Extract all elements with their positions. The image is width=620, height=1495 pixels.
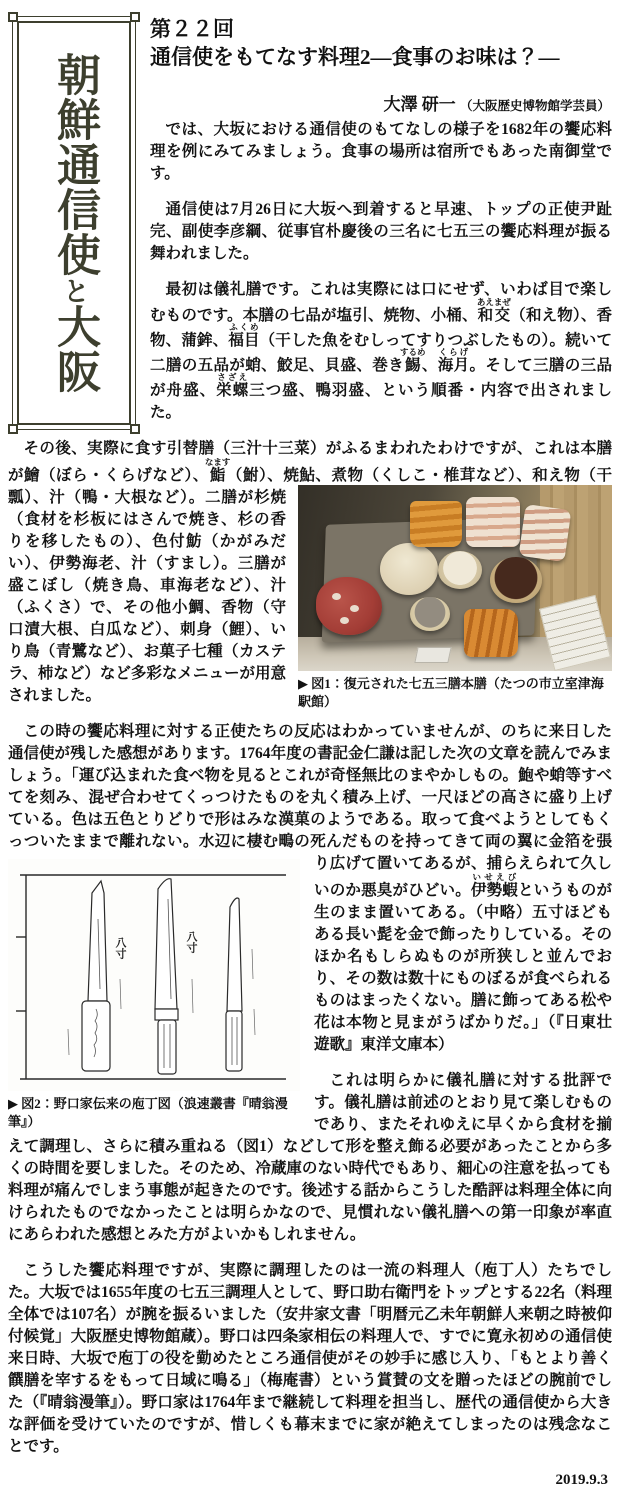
ruby-reading: あえまぜ [476, 297, 511, 308]
stacked-slices-dish [410, 501, 462, 547]
banner-corner-ornament [8, 424, 18, 434]
ruby-reading: くらげ [437, 347, 470, 358]
ruby-sazae [216, 372, 250, 400]
figure-1-photo [298, 485, 612, 671]
banner-title-sub: 大阪 [50, 304, 99, 394]
ruby-base: 栄螺 [216, 382, 250, 400]
ruby-reading: するめ [399, 347, 426, 358]
banner-vertical-title [50, 52, 99, 394]
caption-text: 図1：復元された七五三膳本膳（たつの市立室津海駅館） [298, 676, 604, 709]
banner-title-connector: と [59, 277, 89, 304]
caption-marker-icon: ▶ [8, 1096, 18, 1112]
ruby-iseebi [470, 871, 518, 899]
banner-corner-ornament [8, 12, 18, 22]
octopus-dish [316, 577, 382, 635]
banner-corner-ornament [130, 424, 140, 434]
ruby-base: 海月 [437, 357, 470, 375]
knife-drawing [8, 859, 300, 1091]
ruby-namasu [204, 457, 231, 485]
ruby-base: 鯣 [399, 357, 426, 375]
knife-length-label: 八寸 [185, 931, 197, 954]
author-name: 大澤 研一 [383, 94, 456, 114]
text-run: 置いてあるが、捕らえられて久しいのか悪臭がひどい。 [314, 855, 612, 899]
ruby-fukume [228, 322, 260, 350]
text-run: というものが生のまま置いてある。（中略）五寸ほどもある長い髭を金で飾ったりしている。そのほか名もしらぬものが所狭しと並んでおり、その数は数十にものぼるが食べられるものはまったくない。膳に飾ってある松や花は本物と見まがうばかりだ。」（『日東壮遊歌』東洋文庫本） [314, 881, 612, 1053]
paragraph-arrival: 通信使は7月26日に大坂へ到着すると早速、トップの正使尹趾完、副使李彦綱、従事官朴慶後の三名に七五三の饗応料理が振る舞われました。 [150, 200, 612, 262]
rice-mound-dish [380, 543, 438, 595]
banner-frame [17, 21, 131, 425]
text-run: 、 [421, 357, 438, 375]
paragraph-quote [8, 721, 612, 1129]
text-run: 。そして三膳の三品が舟盛、 [150, 357, 612, 400]
figure-1-caption [298, 675, 612, 710]
ruby-base: 伊勢蝦 [470, 881, 518, 899]
ruby-base: 和交 [476, 307, 511, 325]
orange-sticks-dish [464, 609, 518, 657]
ruby-surume [399, 347, 426, 375]
ruby-base: 鮨 [204, 467, 231, 485]
text-run: 最初は儀礼膳です。これは実際には口にせず、いわば目で楽しむものです。本膳の七品が塩引、焼物、小桶、 [150, 280, 612, 325]
text-run: この時の饗応料理に対する正使たちの反応はわかっていませんが、のちに来日した通信使が残した感想があります。1764年度の書記金仁謙は記した次の文章を読んでみましょう。「運び込まれた食べ物を見るとこれが奇怪無比のまやかしもの。鮑や蛸等すべてを刻み、混ぜ合わせてくっつけたものを丸く積み上げ、一尺ほどの高さに盛り上げている。色は五色とりどりで形はみな漢菓のようである。取って食べようとしてもくっついたままで離れない。水辺に棲む鴫の死んだものを持ってきて両の翼に金箔を張り広げて [8, 723, 612, 873]
ruby-reading: なます [204, 457, 231, 468]
text-run: その後、実際に食す引替膳（三汁十三菜）がふるまわれたわけですが、これは本膳が鱠（ぼら・くらげなど）、 [8, 440, 612, 485]
stacked-striped-slices-dish [519, 504, 572, 562]
paragraph-cooks: こうした饗応料理ですが、実際に調理したのは一流の料理人（庖丁人）たちでした。大坂では1655年度の七五三調理人として、野口助右衛門をトップとする22名（料理全体では107名）が腕を振るいました（安井家文書「明暦元乙未年朝鮮人来朝之時被仰付候覚」大阪歴史博物館蔵）。野口は四条家相伝の料理人で、すでに寛永初めの通信使来日時、大坂で庖丁の役を勤めたところ通信使がその妙手に感じ入り、「もとより善く饌膳を宰するをもって日域に鳴る」（梅庵書）という賞賛の文を贈ったほどの腕前でした（『晴翁漫筆』）。野口家は1764年まで継続して料理を担当し、歴代の通信使から大きな評価を受けていたのですが、惜しくも幕末までに家が絶えてしまったのは残念なことです。 [8, 1261, 612, 1455]
paragraph-intro: では、大坂における通信使のもてなしの様子を1682年の饗応料理を例にみてみましょう。食事の場所は宿所でもあった南御堂です。 [150, 120, 612, 182]
text-run: （干した魚をむしってすりつぶしたもの）。続いて二膳の五品が蛸、鮫足、貝盛、巻き [150, 332, 612, 375]
exhibit-label-card [414, 647, 451, 663]
text-run: （くしこ・椎茸など）、和え物（干瓢）、汁（鴨・大根など）。二膳が杉焼（食材を杉板にはさんで焼き、杉の香りを移したもの）、色付魴（かがみだい）、伊勢海老、汁（すまし）。三膳が盛こぼし（焼き鳥、車海老など）、汁（ふくさ）で、その他小鯛、香物（守口漬大根、白瓜など）、刺身（鯉）、いり鳥（青鷺など）、お菓子七種（カステラ、柿など）など多彩なメニューが用意されました。 [8, 467, 612, 705]
ruby-reading: さざえ [216, 372, 249, 383]
ruby-reading: いせえび [470, 871, 518, 882]
caption-text: 図2：野口家伝来の庖丁図（浪速叢書『晴翁漫筆』） [8, 1096, 288, 1129]
ruby-aemaze [476, 297, 511, 325]
publish-date: 2019.9.3 [555, 1471, 608, 1488]
text-run: （鮒）、焼鮎、煮物 [226, 467, 364, 485]
caption-marker-icon: ▶ [298, 676, 308, 692]
text-run: 三つ盛、鴨羽盛、という順番・内容で出されました。 [150, 382, 612, 422]
series-title-banner [12, 16, 136, 430]
figure-2 [8, 859, 300, 1130]
author-affiliation: （大阪歴史博物館学芸員） [459, 98, 610, 113]
ruby-base: 福目 [228, 332, 260, 350]
paragraph-hikikae-zen [8, 438, 612, 707]
figure-1 [298, 485, 612, 710]
banner-corner-ornament [130, 12, 140, 22]
knife-length-label: 八寸 [114, 937, 126, 960]
text-run: （和え物）、香物、蒲鉾、 [150, 307, 612, 350]
paragraph-critique: これは明らかに儀礼膳に対する批評です。儀礼膳は前述のとおり見て楽しむものであり、またそれゆえに早くから食材を揃えて調理し、さらに積み重ねる（図1）などして形を整え飾る必要があったことから多くの時間を要しました。そのため、冷蔵庫のない時代でもあり、細心の注意を払っても料理が痛んでしまう事態が起きたのです。後述する話からこうした酷評は料理全体に向けられたものでなかったことは明らかなので、見慣れない儀礼膳への第一印象が率直にあらわれた感想とみた方がよいかもしれません。 [8, 1071, 612, 1243]
banner-title-main: 朝鮮通信使 [50, 52, 99, 277]
ruby-reading: ふくめ [228, 322, 260, 333]
ruby-kurage [437, 347, 470, 375]
figure-2-caption [8, 1095, 300, 1130]
page-title: 通信使をもてなす料理2―食事のお味は？― [150, 45, 560, 70]
series-number: 第２２回 [150, 17, 234, 41]
stacked-white-slices-dish [466, 497, 520, 547]
dark-paste-bowl [490, 557, 542, 603]
